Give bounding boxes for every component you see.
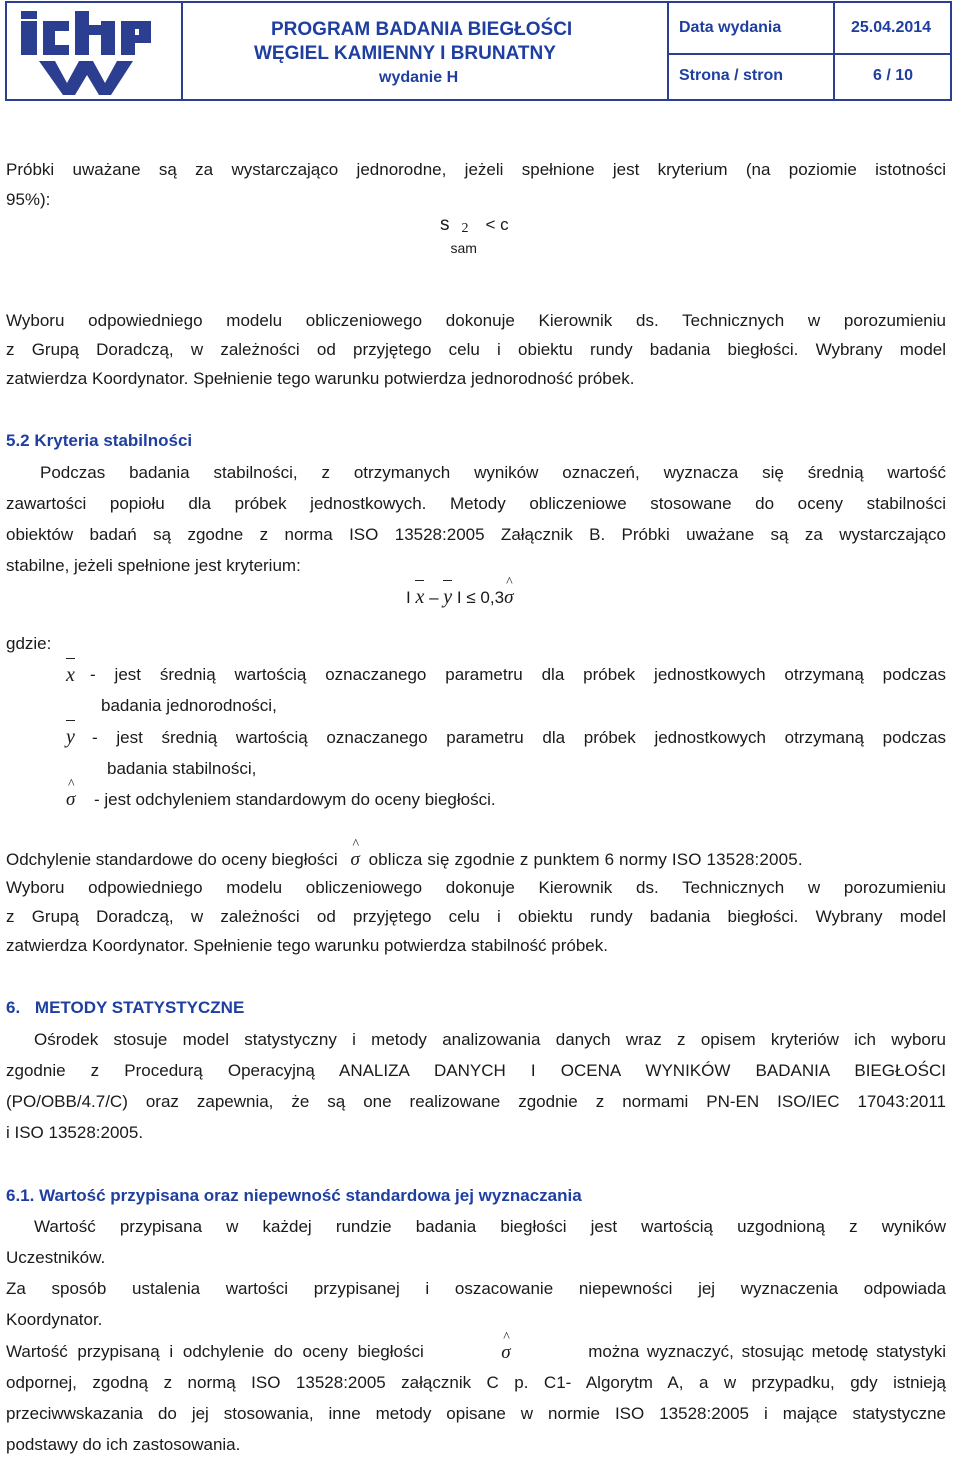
document-header (5, 1, 952, 101)
section-6-number: 6. (6, 998, 21, 1017)
section-6-1-heading: 6.1. Wartość przypisana oraz niepewność standardowa jej wyznaczania (6, 1186, 582, 1205)
p2-line1: Wyboru odpowiedniego modelu obliczeniowego dokonuje Kierownik ds. Technicznych w porozumieniu (6, 311, 946, 330)
p3-line4: zatwierdza Koordynator. Spełnienie tego warunku potwierdza stabilność próbek. (6, 936, 608, 955)
section-5-2-heading: 5.2 Kryteria stabilności (6, 431, 193, 450)
gdzie-label: gdzie: (6, 634, 52, 653)
s6-line4: i ISO 13528:2005. (6, 1123, 144, 1142)
p1-line1: Próbki uważane są za wystarczająco jednorodne, jeżeli spełnione jest kryterium (na poziomie istotności (6, 160, 946, 179)
s6-line1: Ośrodek stosuje model statystyczny i metody analizowania danych wraz z opisem kryteriów ich wyboru (34, 1030, 946, 1049)
s52-line1: Podczas badania stabilności, z otrzymanych wyników oznaczeń, wyznacza się średnią wartość (40, 463, 946, 482)
s61-line5a: Wartość przypisaną i odchylenie do oceny biegłości (6, 1342, 424, 1361)
s52-line2: zawartości popiołu dla próbek jednostkowych. Metody obliczeniowe stosowane do oceny stabilności (6, 494, 946, 513)
s6-line2: zgodnie z Procedurą Operacyjną ANALIZA DANYCH I OCENA WYNIKÓW BADANIA BIEGŁOŚCI (6, 1061, 946, 1080)
p1-line2: 95%): (6, 190, 51, 209)
def-x-line2: badania jednorodności, (101, 696, 277, 715)
date-value: 25.04.2014 (851, 19, 932, 36)
abs-bar-left: I (406, 588, 411, 607)
p3-line1a: Odchylenie standardowe do oceny biegłości (6, 850, 338, 869)
p3-line1 (6, 849, 946, 871)
date-label: Data wydania (679, 19, 782, 36)
s61-line5b: można wyznaczyć, stosując metodę statystyki (588, 1342, 946, 1361)
program-title-line2: WĘGIEL KAMIENNY I BRUNATNY (254, 43, 556, 64)
def-sigma-symbol (66, 789, 75, 811)
p2-line2: z Grupą Doradczą, w zależności od przyjętego celu i obiektu rundy badania biegłości. Wybrany model (6, 340, 946, 359)
logo-cell (7, 3, 183, 99)
sigma-hat: ^ σ (504, 587, 513, 609)
section-6-heading (6, 998, 244, 1018)
def-x-symbol (66, 664, 75, 687)
s61-line7: przeciwwskazania do jej stosowania, inne metody opisane w normie ISO 13528:2005 i mające statystyczne (6, 1404, 946, 1423)
formula-sub: sam (450, 240, 477, 256)
s61-sigma: ^ σ (501, 1342, 510, 1364)
def-sigma-line: - jest odchyleniem standardowym do oceny biegłości. (94, 790, 496, 809)
title-cell (183, 3, 669, 99)
minus-sign: – (429, 588, 439, 607)
p3-sigma: ^ σ (350, 849, 359, 871)
s61-line3: Za sposób ustalenia wartości przypisanej i oszacowanie niepewności jej wyznaczenia odpowiada (6, 1279, 946, 1298)
y-bar: y (443, 586, 453, 608)
s6-line3: (PO/OBB/4.7/C) oraz zapewnia, że są one realizowane zgodnie z normami PN-EN ISO/IEC 17043:2011 (6, 1092, 946, 1111)
s61-line8: podstawy do ich zastosowania. (6, 1435, 241, 1454)
p3-line2: Wyboru odpowiedniego modelu obliczeniowego dokonuje Kierownik ds. Technicznych w porozumieniu (6, 878, 946, 897)
formula-rest: < c (485, 215, 509, 234)
page-value: 6 / 10 (873, 67, 914, 84)
s61-line4: Koordynator. (6, 1310, 103, 1329)
abs-bar-right: I ≤ 0,3 (456, 588, 505, 607)
def-y-var: y (66, 726, 75, 748)
def-y-line1: - jest średnią wartością oznaczanego parametru dla próbek jednostkowych otrzymaną podczas (92, 728, 946, 747)
s61-line2: Uczestników. (6, 1248, 106, 1267)
edition-label: wydanie H (379, 69, 459, 86)
p2-line3: zatwierdza Koordynator. Spełnienie tego warunku potwierdza jednorodność próbek. (6, 369, 635, 388)
s52-line3: obiektów badań są zgodne z norma ISO 13528:2005 Załącznik B. Próbki uważane są za wystarczająco (6, 525, 946, 544)
formula-sup: 2 (461, 221, 469, 236)
def-x-var: x (66, 664, 75, 686)
s52-line4: stabilne, jeżeli spełnione jest kryterium: (6, 556, 301, 575)
p3-line3: z Grupą Doradczą, w zależności od przyjętego celu i obiektu rundy badania biegłości. Wybrany model (6, 907, 946, 926)
page-label: Strona / stron (679, 67, 784, 84)
def-sigma-var: ^ σ (66, 789, 75, 811)
formula-s: s (440, 214, 450, 235)
s61-line6: odpornej, zgodną z normą ISO 13528:2005 załącznik C p. C1- Algorytm A, a w przypadku, gdy istnieją (6, 1373, 946, 1392)
s61-line5 (6, 1342, 946, 1364)
stability-formula (406, 586, 513, 609)
s61-line1: Wartość przypisana w każdej rundzie badania biegłości jest wartością uzgodnioną z wyników (34, 1217, 946, 1236)
labels-cell (669, 3, 835, 99)
header-divider (669, 53, 950, 55)
def-x-line1: - jest średnią wartością oznaczanego parametru dla próbek jednostkowych otrzymaną podczas (90, 665, 946, 684)
section-6-title: METODY STATYSTYCZNE (34, 998, 245, 1017)
def-y-symbol (66, 726, 75, 749)
def-y-line2: badania stabilności, (107, 759, 257, 778)
p3-line1b: oblicza się zgodnie z punktem 6 normy ISO 13528:2005. (368, 850, 803, 869)
values-cell (835, 3, 950, 99)
ichpw-logo (19, 7, 169, 99)
x-bar: x (415, 586, 425, 608)
program-title-line1: PROGRAM BADANIA BIEGŁOŚCI (271, 19, 573, 40)
homogeneity-formula (440, 214, 509, 256)
